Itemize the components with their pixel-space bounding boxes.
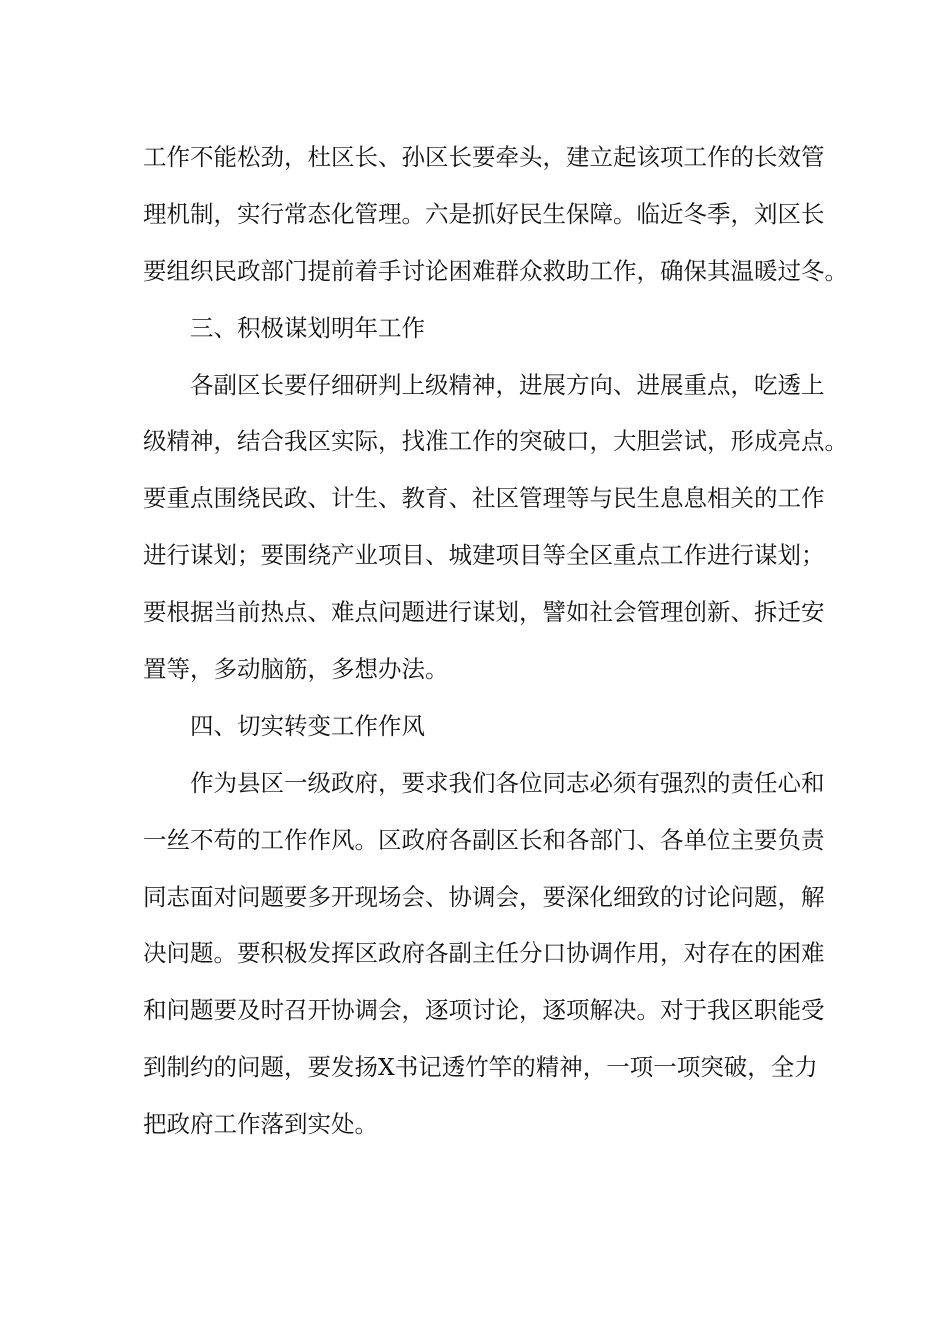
- text-line: 到制约的问题，要发扬X书记透竹竿的精神，一项一项突破，全力: [143, 1053, 818, 1082]
- text-line: 和问题要及时召开协调会，逐项讨论，逐项解决。对于我区职能受: [143, 996, 825, 1025]
- text-line: 决问题。要积极发挥区政府各副主任分口协调作用，对存在的困难: [143, 939, 825, 968]
- text-line: 级精神，结合我区实际，找准工作的突破口，大胆尝试，形成亮点。: [143, 427, 848, 456]
- text-line: 各副区长要仔细研判上级精神，进展方向、进展重点，吃透上: [190, 370, 825, 399]
- text-line: 一丝不苟的工作作风。区政府各副区长和各部门、各单位主要负责: [143, 825, 825, 854]
- text-line: 要重点围绕民政、计生、教育、社区管理等与民生息息相关的工作: [143, 484, 825, 513]
- text-line: 工作不能松劲，杜区长、孙区长要牵头，建立起该项工作的长效管: [143, 143, 825, 171]
- text-line: 同志面对问题要多开现场会、协调会，要深化细致的讨论问题，解: [143, 882, 825, 911]
- document-body: [143, 129, 848, 1153]
- section-heading: 三、积极谋划明年工作: [190, 313, 425, 342]
- text-line: 进行谋划；要围绕产业项目、城建项目等全区重点工作进行谋划；: [143, 541, 825, 570]
- text-line: 要根据当前热点、难点问题进行谋划，譬如社会管理创新、拆迁安: [143, 598, 825, 627]
- text-line: 理机制，实行常态化管理。六是抓好民生保障。临近冬季，刘区长: [143, 199, 825, 228]
- text-line: 作为县区一级政府，要求我们各位同志必须有强烈的责任心和: [190, 768, 825, 797]
- text-line: 置等，多动脑筋，多想办法。: [143, 655, 449, 684]
- section-heading: 四、切实转变工作作风: [190, 711, 425, 740]
- text-line: 要组织民政部门提前着手讨论困难群众救助工作，确保其温暖过冬。: [143, 256, 848, 285]
- text-line: 把政府工作落到实处。: [143, 1110, 378, 1139]
